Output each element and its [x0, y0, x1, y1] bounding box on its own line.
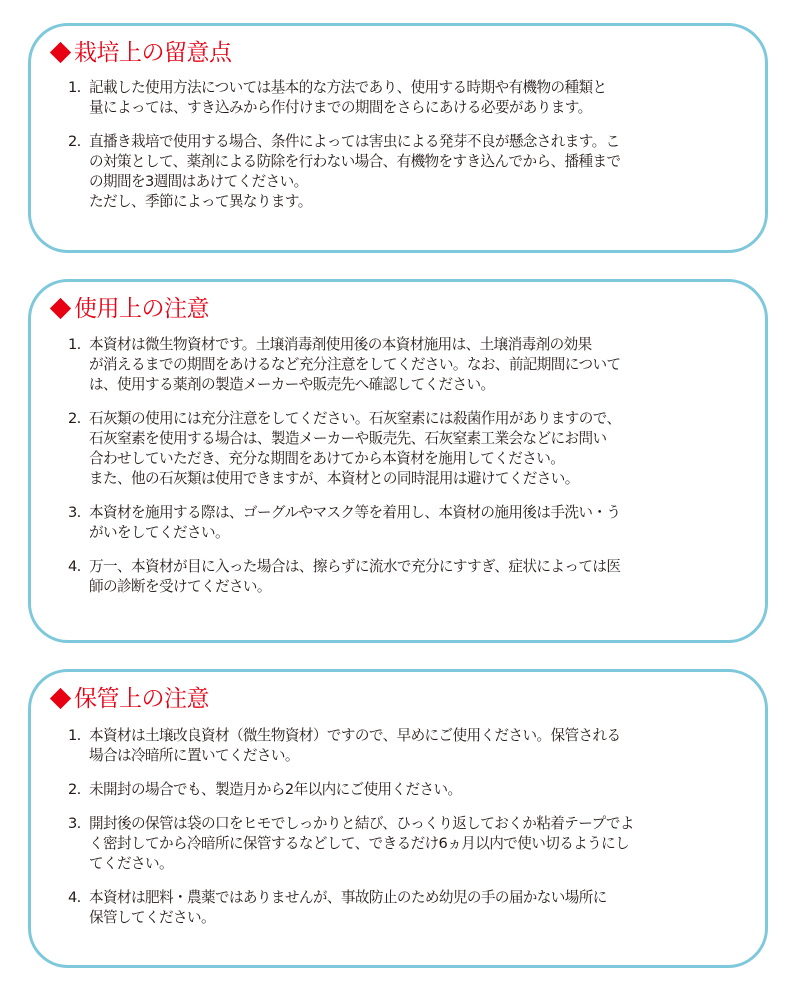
item-number: 3.	[68, 815, 81, 832]
item-text-line: 量によっては、すき込みから作付けまでの期間をさらにあける必要があります。	[89, 99, 592, 116]
list-item	[68, 78, 727, 118]
section-heading	[50, 684, 209, 714]
section-heading	[50, 294, 209, 324]
list-item	[68, 780, 727, 800]
item-text-line: 石灰窒素を使用する場合は、製造メーカーや販売先、石灰窒素工業会などにお問い	[89, 430, 607, 447]
item-number: 2.	[68, 410, 81, 427]
item-number: 2.	[68, 781, 81, 798]
item-number: 2.	[68, 133, 81, 150]
section-title: 使用上の注意	[74, 296, 209, 322]
section-title: 栽培上の留意点	[74, 40, 232, 66]
item-text-line: ただし、季節によって異なります。	[89, 193, 312, 210]
item-text-line: 師の診断を受けてください。	[89, 578, 271, 595]
list-item	[68, 503, 727, 543]
item-number: 1.	[68, 79, 81, 96]
diamond-bullet-icon	[50, 297, 71, 318]
notes-list	[68, 726, 727, 942]
item-number: 3.	[68, 504, 81, 521]
list-item	[68, 726, 727, 766]
section-usage-precautions	[28, 279, 768, 643]
item-text-line: 本資材を施用する際は、ゴーグルやマスク等を着用し、本資材の施用後は手洗い・う	[89, 504, 621, 521]
item-text-line: の期間を3週間はあけてください。	[89, 173, 308, 190]
item-text-line: 直播き栽培で使用する場合、条件によっては害虫による発芽不良が懸念されます。こ	[89, 133, 620, 150]
item-text-line: の対策として、薬剤による防除を行わない場合、有機物をすき込んでから、播種まで	[89, 153, 621, 170]
diamond-bullet-icon	[50, 687, 71, 708]
item-text-line: 万一、本資材が目に入った場合は、擦らずに流水で充分にすすぎ、症状によっては医	[89, 558, 621, 575]
item-text-line: 合わせしていただき、充分な期間をあけてから本資材を施用してください。	[89, 450, 565, 467]
item-text-line: 保管してください。	[89, 909, 215, 926]
item-text-line: が消えるまでの期間をあけるなど充分注意をしてください。なお、前記期間について	[89, 356, 621, 373]
list-item	[68, 888, 727, 928]
list-item	[68, 335, 727, 395]
item-text-line: 場合は冷暗所に置いてください。	[89, 747, 299, 764]
list-item	[68, 132, 727, 212]
item-text-line: てください。	[89, 855, 173, 872]
item-number: 1.	[68, 727, 81, 744]
item-text-line: 本資材は土壌改良資材（微生物資材）ですので、早めにご使用ください。保管される	[89, 727, 621, 744]
section-title: 保管上の注意	[74, 686, 209, 712]
diamond-bullet-icon	[50, 41, 71, 62]
item-text-line: は、使用する薬剤の製造メーカーや販売先へ確認してください。	[89, 376, 495, 393]
item-number: 1.	[68, 336, 81, 353]
item-text-line: 本資材は肥料・農薬ではありませんが、事故防止のため幼児の手の届かない場所に	[89, 889, 607, 906]
notes-list	[68, 335, 727, 611]
item-text-line: 未開封の場合でも、製造月から2年以内にご使用ください。	[89, 781, 462, 798]
item-text-line: 記載した使用方法については基本的な方法であり、使用する時期や有機物の種類と	[89, 79, 607, 96]
item-text-line: く密封してから冷暗所に保管するなどして、できるだけ6ヵ月以内で使い切るようにし	[89, 835, 630, 852]
list-item	[68, 409, 727, 489]
item-text-line: 開封後の保管は袋の口をヒモでしっかりと結び、ひっくり返しておくか粘着テープでよ	[89, 815, 634, 832]
list-item	[68, 814, 727, 874]
list-item	[68, 557, 727, 597]
item-text-line: がいをしてください。	[89, 524, 229, 541]
item-number: 4.	[68, 889, 81, 906]
item-text-line: 石灰類の使用には充分注意をしてください。石灰窒素には殺菌作用がありますので、	[89, 410, 621, 427]
item-text-line: 本資材は微生物資材です。土壌消毒剤使用後の本資材施用は、土壌消毒剤の効果	[89, 336, 592, 353]
section-storage-precautions	[28, 669, 768, 968]
item-text-line: また、他の石灰類は使用できますが、本資材との同時混用は避けてください。	[89, 470, 579, 487]
item-number: 4.	[68, 558, 81, 575]
notes-list	[68, 78, 727, 226]
section-cultivation-notes	[28, 23, 768, 253]
section-heading	[50, 38, 232, 68]
